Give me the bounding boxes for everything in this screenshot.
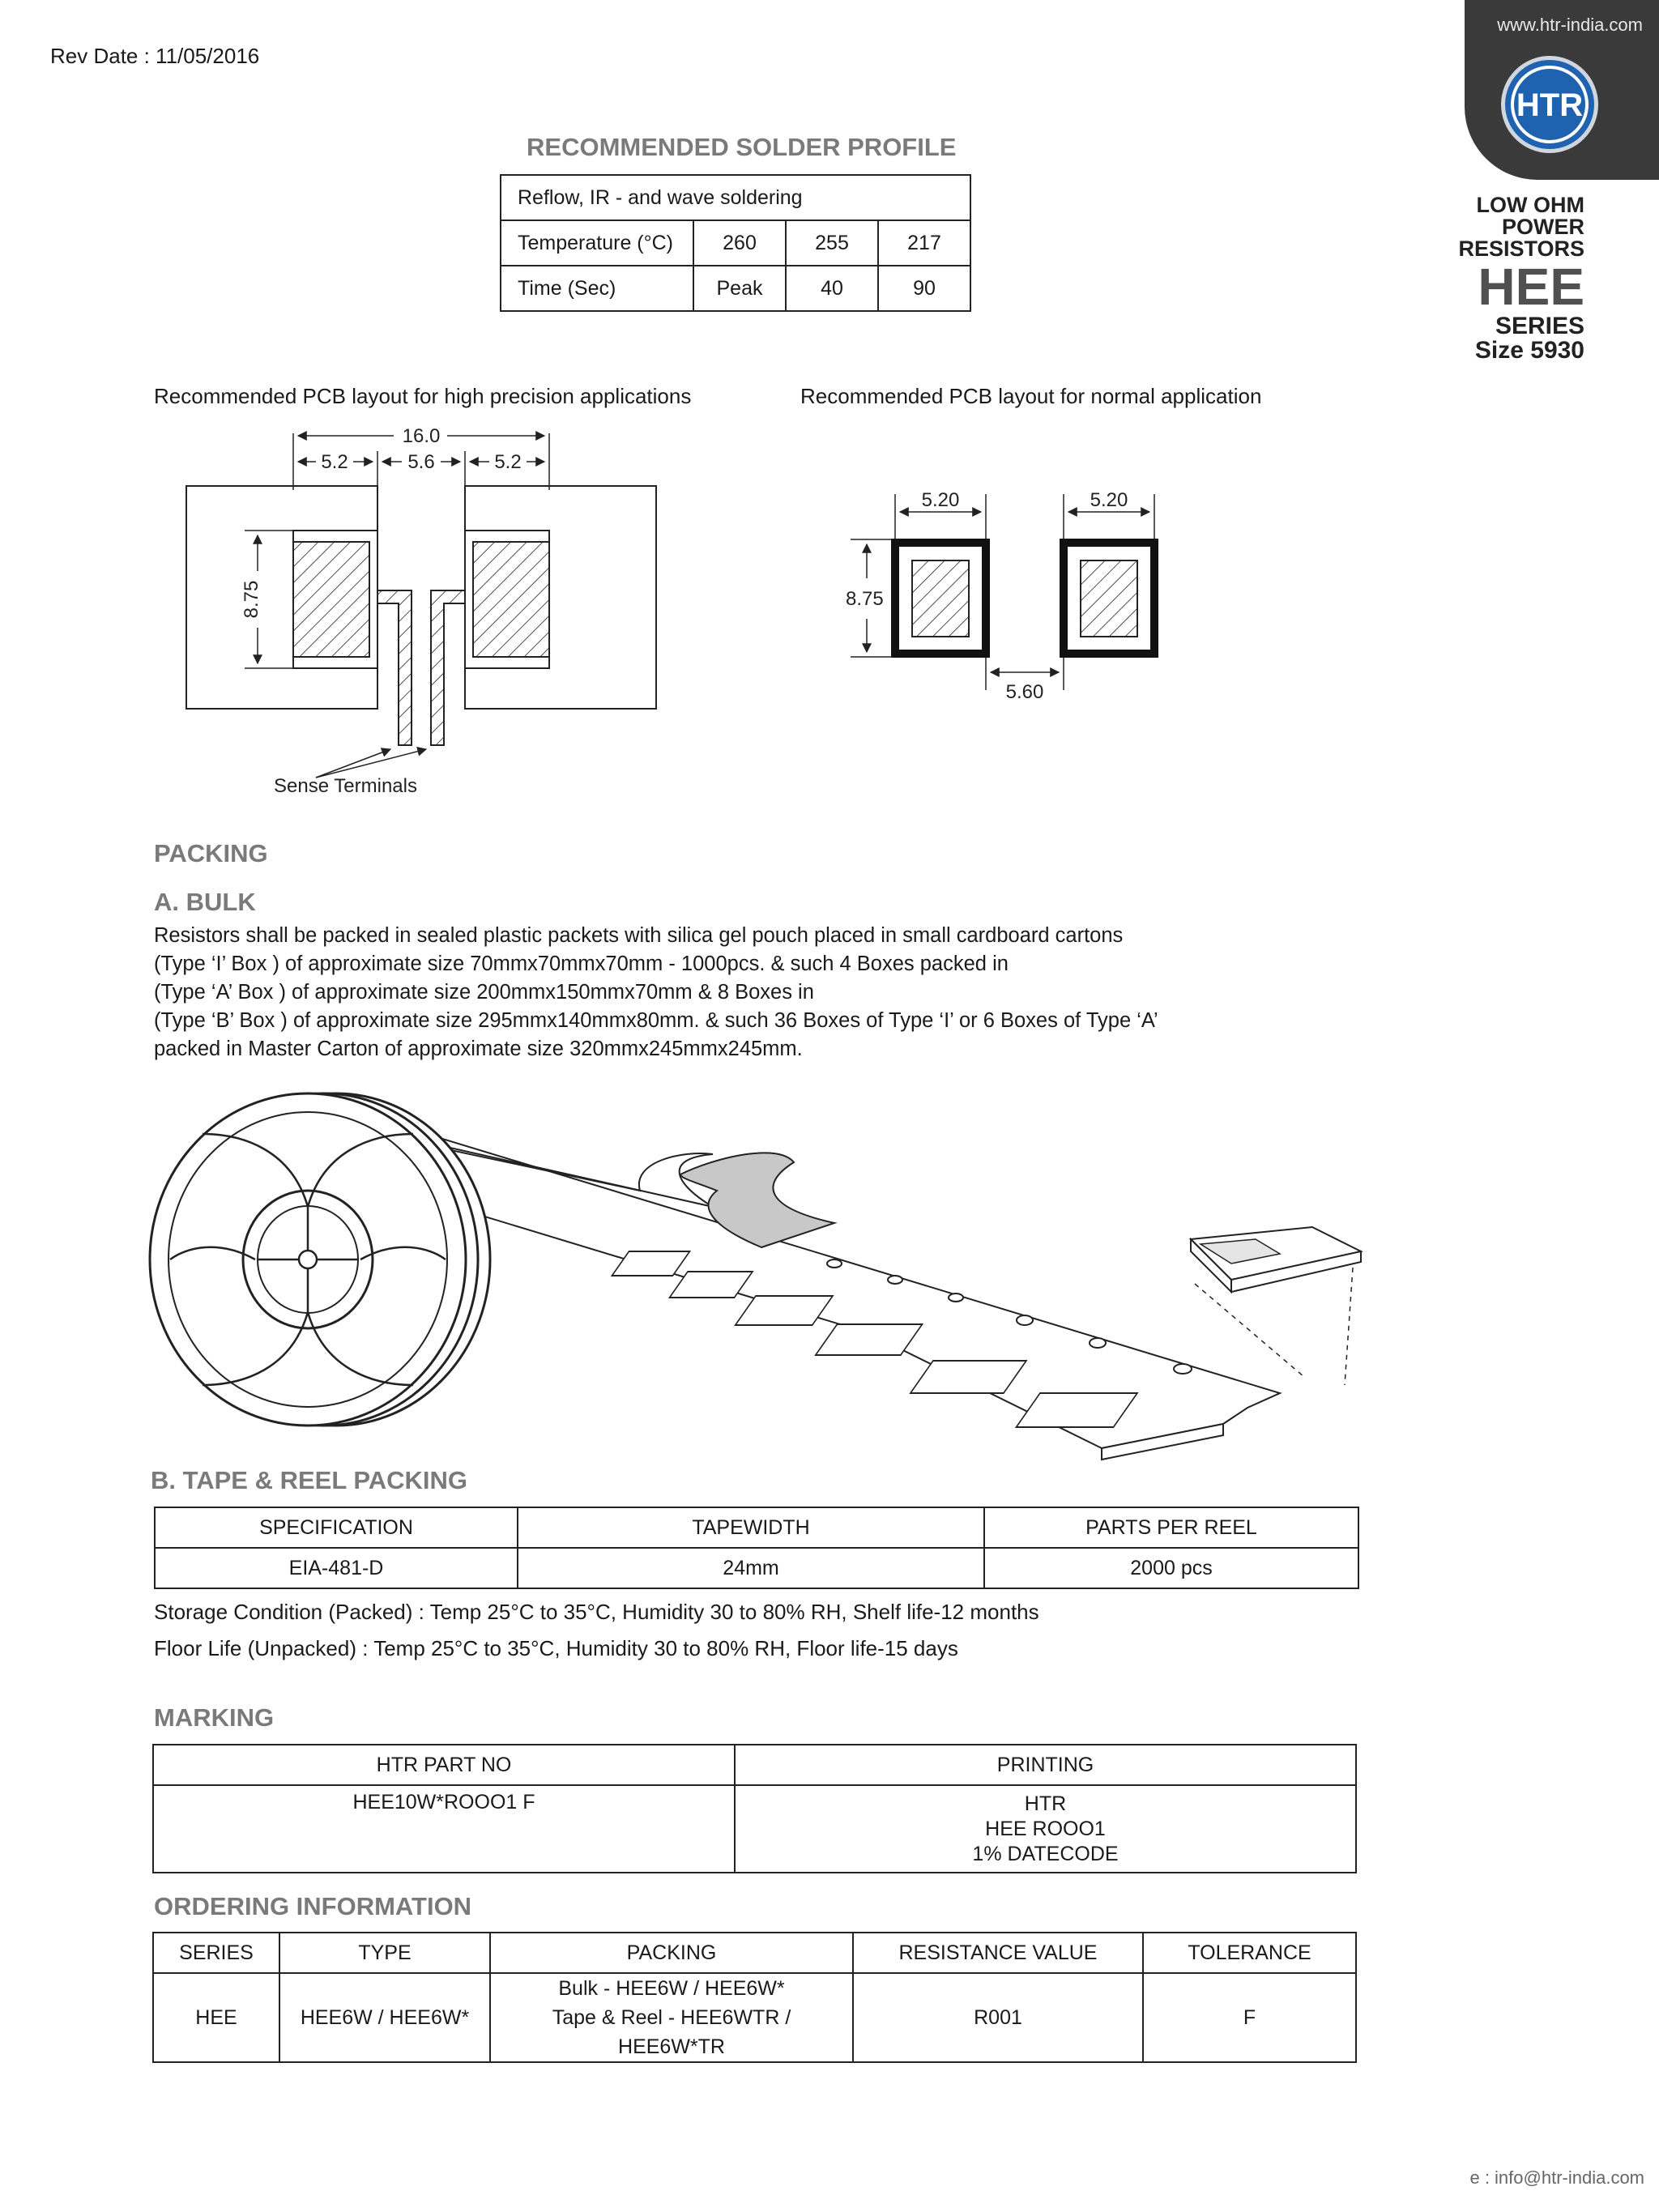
table-header-row <box>155 1507 1358 1548</box>
table-row <box>155 1548 1358 1588</box>
dim-seg-mid: 5.6 <box>407 451 435 473</box>
product-line-3: RESISTORS <box>1458 237 1584 261</box>
marking-title: MARKING <box>154 1703 275 1732</box>
column-header: SPECIFICATION <box>155 1507 518 1548</box>
svg-text:HTR: HTR <box>1516 87 1584 123</box>
bulk-line: Resistors shall be packed in sealed plastic packets with silica gel pouch placed in small cardboard cartons <box>154 924 1124 947</box>
column-header: PARTS PER REEL <box>984 1507 1358 1548</box>
packing-line: Bulk - HEE6W / HEE6W* <box>558 1977 785 2000</box>
product-line-2: POWER <box>1501 215 1584 239</box>
bulk-line: (Type ‘I’ Box ) of approximate size 70mmx70mmx70mm - 1000pcs. & such 4 Boxes packed in <box>154 953 1009 975</box>
dim-pad-width-right: 5.20 <box>1090 489 1128 511</box>
table-cell: 260 <box>693 220 786 266</box>
printing-line: HTR <box>1024 1792 1067 1815</box>
dim-height: 8.75 <box>241 580 262 619</box>
pcb-high-caption: Recommended PCB layout for high precision applications <box>154 384 692 408</box>
website-link[interactable]: www.htr-india.com <box>1497 15 1643 35</box>
dim-seg-right: 5.2 <box>494 451 522 473</box>
printing-line: 1% DATECODE <box>972 1842 1119 1865</box>
column-header: RESISTANCE VALUE <box>853 1933 1143 1973</box>
rev-date: Rev Date : 11/05/2016 <box>50 44 260 68</box>
table-cell: HEE <box>153 1973 279 2062</box>
table-row <box>153 1973 1356 2062</box>
column-header: SERIES <box>153 1933 279 1973</box>
bulk-title: A. BULK <box>154 888 256 916</box>
table-row <box>501 266 970 311</box>
packing-line: Tape & Reel - HEE6WTR / HEE6W*TR <box>552 2006 791 2058</box>
packing-cell <box>490 1973 853 2062</box>
table-cell: 217 <box>878 220 970 266</box>
table-cell: 40 <box>786 266 878 311</box>
table-cell: HEE6W / HEE6W* <box>279 1973 490 2062</box>
bulk-line: packed in Master Carton of approximate size 320mmx245mmx245mm. <box>154 1038 803 1060</box>
column-header: TOLERANCE <box>1143 1933 1356 1973</box>
pcb-normal-caption: Recommended PCB layout for normal application <box>800 384 1262 408</box>
printing-cell <box>735 1785 1356 1873</box>
floor-life-note: Floor Life (Unpacked) : Temp 25°C to 35°C, Humidity 30 to 80% RH, Floor life-15 days <box>154 1636 958 1660</box>
dim-pad-width-left: 5.20 <box>921 489 960 511</box>
packing-title: PACKING <box>154 839 268 867</box>
table-cell: 255 <box>786 220 878 266</box>
dim-seg-left: 5.2 <box>321 451 348 473</box>
printing-line: HEE ROOO1 <box>985 1817 1106 1840</box>
pcb-normal-diagram <box>834 478 1191 721</box>
size-label: Size 5930 <box>1474 337 1584 364</box>
tape-reel-table <box>154 1507 1359 1589</box>
marking-table <box>152 1744 1357 1873</box>
dim-gap: 5.60 <box>1005 681 1044 703</box>
table-cell: EIA-481-D <box>155 1548 518 1588</box>
ordering-title: ORDERING INFORMATION <box>154 1892 472 1920</box>
part-no-cell: HEE10W*ROOO1 F <box>153 1785 735 1873</box>
table-cell: 90 <box>878 266 970 311</box>
pcb-high-diagram <box>154 417 689 806</box>
ordering-table <box>152 1932 1357 2063</box>
table-cell: 2000 pcs <box>984 1548 1358 1588</box>
tape-reel-illustration <box>146 1085 1377 1474</box>
table-header-row <box>153 1933 1356 1973</box>
footer-email[interactable]: e : info@htr-india.com <box>1469 2167 1644 2188</box>
series-label: SERIES <box>1495 313 1584 340</box>
product-series-block <box>1458 194 1584 363</box>
storage-condition-note: Storage Condition (Packed) : Temp 25°C to 35°C, Humidity 30 to 80% RH, Shelf life-12 months <box>154 1600 1039 1624</box>
bulk-line: (Type ‘B’ Box ) of approximate size 295mmx140mmx80mm. & such 36 Boxes of Type ‘I’ or 6 Boxes of Type ‘A’ <box>154 1009 1158 1032</box>
bulk-line: (Type ‘A’ Box ) of approximate size 200mmx150mmx70mm & 8 Boxes in <box>154 981 814 1004</box>
table-row <box>501 220 970 266</box>
column-header: PRINTING <box>735 1745 1356 1785</box>
series-code: HEE <box>1478 258 1584 316</box>
product-line-1: LOW OHM <box>1476 193 1584 217</box>
table-row <box>153 1785 1356 1873</box>
row-label: Time (Sec) <box>501 266 693 311</box>
sense-terminals-label: Sense Terminals <box>274 775 417 797</box>
tape-reel-title: B. TAPE & REEL PACKING <box>151 1466 467 1494</box>
table-header-row <box>153 1745 1356 1785</box>
table-cell: Peak <box>693 266 786 311</box>
row-label: Temperature (°C) <box>501 220 693 266</box>
htr-logo <box>1499 53 1601 156</box>
column-header: HTR PART NO <box>153 1745 735 1785</box>
column-header: PACKING <box>490 1933 853 1973</box>
bulk-description <box>154 922 1158 1063</box>
dim-total-width: 16.0 <box>402 425 441 447</box>
table-cell: F <box>1143 1973 1356 2062</box>
dim-height: 8.75 <box>846 588 884 610</box>
solder-profile-title: RECOMMENDED SOLDER PROFILE <box>527 133 957 161</box>
column-header: TAPEWIDTH <box>518 1507 984 1548</box>
column-header: TYPE <box>279 1933 490 1973</box>
solder-method: Reflow, IR - and wave soldering <box>501 175 970 220</box>
table-cell: R001 <box>853 1973 1143 2062</box>
table-cell: 24mm <box>518 1548 984 1588</box>
solder-profile-table <box>500 174 971 312</box>
